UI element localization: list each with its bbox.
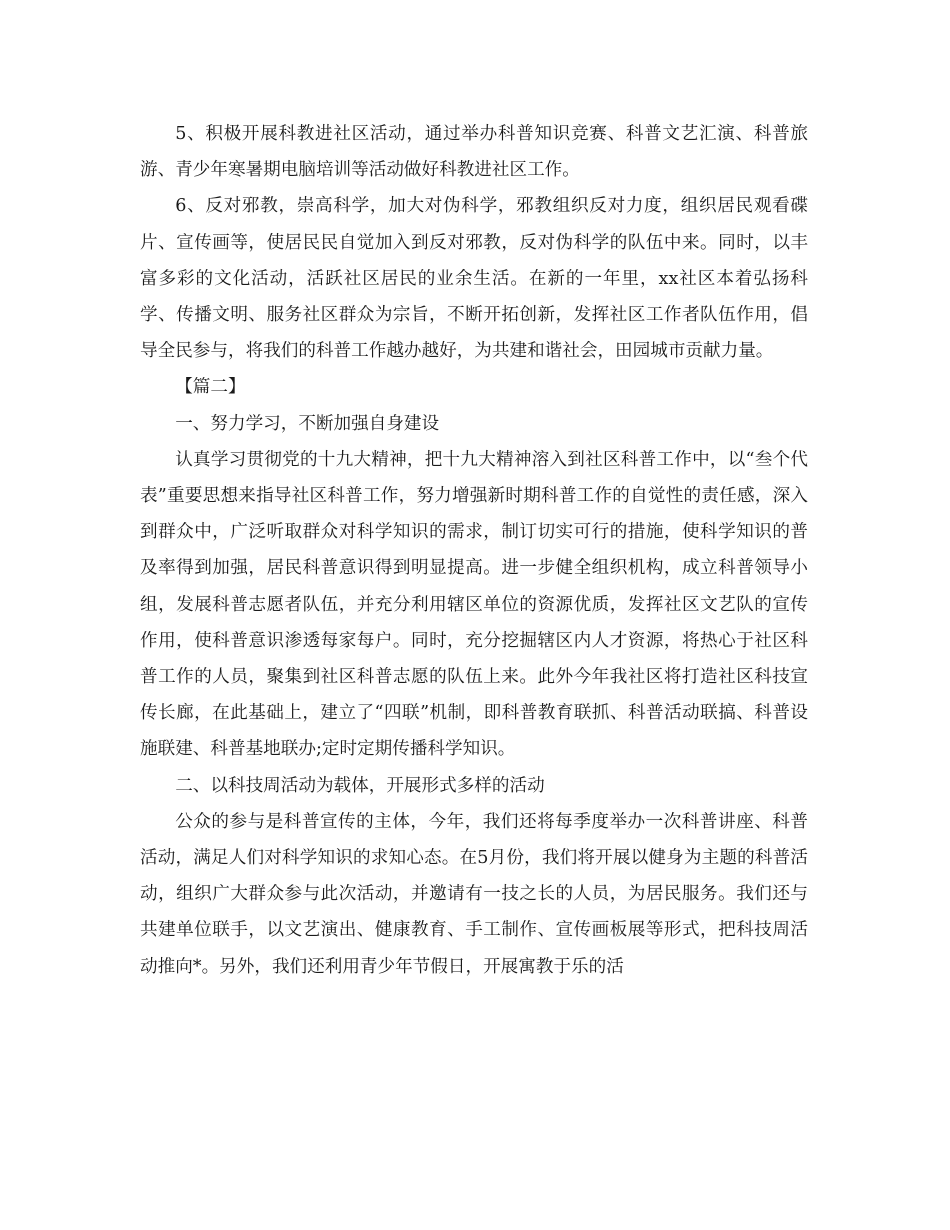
subheading-study: 一、努力学习，不断加强自身建设 bbox=[175, 413, 440, 434]
document-body bbox=[140, 116, 808, 985]
subheading-science-week: 二、以科技周活动为载体，开展形式多样的活动 bbox=[175, 775, 545, 796]
paragraph-item-5: 5、积极开展科教进社区活动，通过举办科普知识竞赛、科普文艺汇演、科普旅游、青少年寒暑期电脑培训等活动做好科教进社区工作。 bbox=[140, 124, 808, 181]
paragraph-study-body: 认真学习贯彻党的十九大精神，把十九大精神溶入到社区科普工作中，以“叁个代表”重要思想来指导社区科普工作，努力增强新时期科普工作的自觉性的责任感，深入到群众中，广泛听取群众对科学知识的需求，制订切实可行的措施，使科学知识的普及率得到加强，居民科普意识得到明显提高。进一步健全组织机构，成立科普领导小组，发展科普志愿者队伍，并充分利用辖区单位的资源优质，发挥社区文艺队的宣传作用，使科普意识渗透每家每户。同时，充分挖掘辖区内人才资源，将热心于社区科普工作的人员，聚集到社区科普志愿的队伍上来。此外今年我社区将打造社区科技宣传长廊，在此基础上，建立了“四联”机制，即科普教育联抓、科普活动联搞、科普设施联建、科普基地联办;定时定期传播科学知识。 bbox=[140, 449, 808, 760]
paragraph-item-6: 6、反对邪教，崇高科学，加大对伪科学，邪教组织反对力度，组织居民观看碟片、宣传画等，使居民民自觉加入到反对邪教，反对伪科学的队伍中来。同时，以丰富多彩的文化活动，活跃社区居民的业余生活。在新的一年里，xx社区本着弘扬科学、传播文明、服务社区群众为宗旨，不断开拓创新，发挥社区工作者队伍作用，倡导全民参与，将我们的科普工作越办越好，为共建和谐社会，田园城市贡献力量。 bbox=[140, 196, 808, 362]
paragraph-science-week-body: 公众的参与是科普宣传的主体，今年，我们还将每季度举办一次科普讲座、科普活动，满足人们对科学知识的求知心态。在5月份，我们将开展以健身为主题的科普活动，组织广大群众参与此次活动，并邀请有一技之长的人员，为居民服务。我们还与共建单位联手，以文艺演出、健康教育、手工制作、宣传画板展等形式，把科技周活动推向*。另外，我们还利用青少年节假日，开展寓教于乐的活 bbox=[140, 811, 808, 977]
section-heading-part-two: 【篇二】 bbox=[175, 377, 246, 398]
